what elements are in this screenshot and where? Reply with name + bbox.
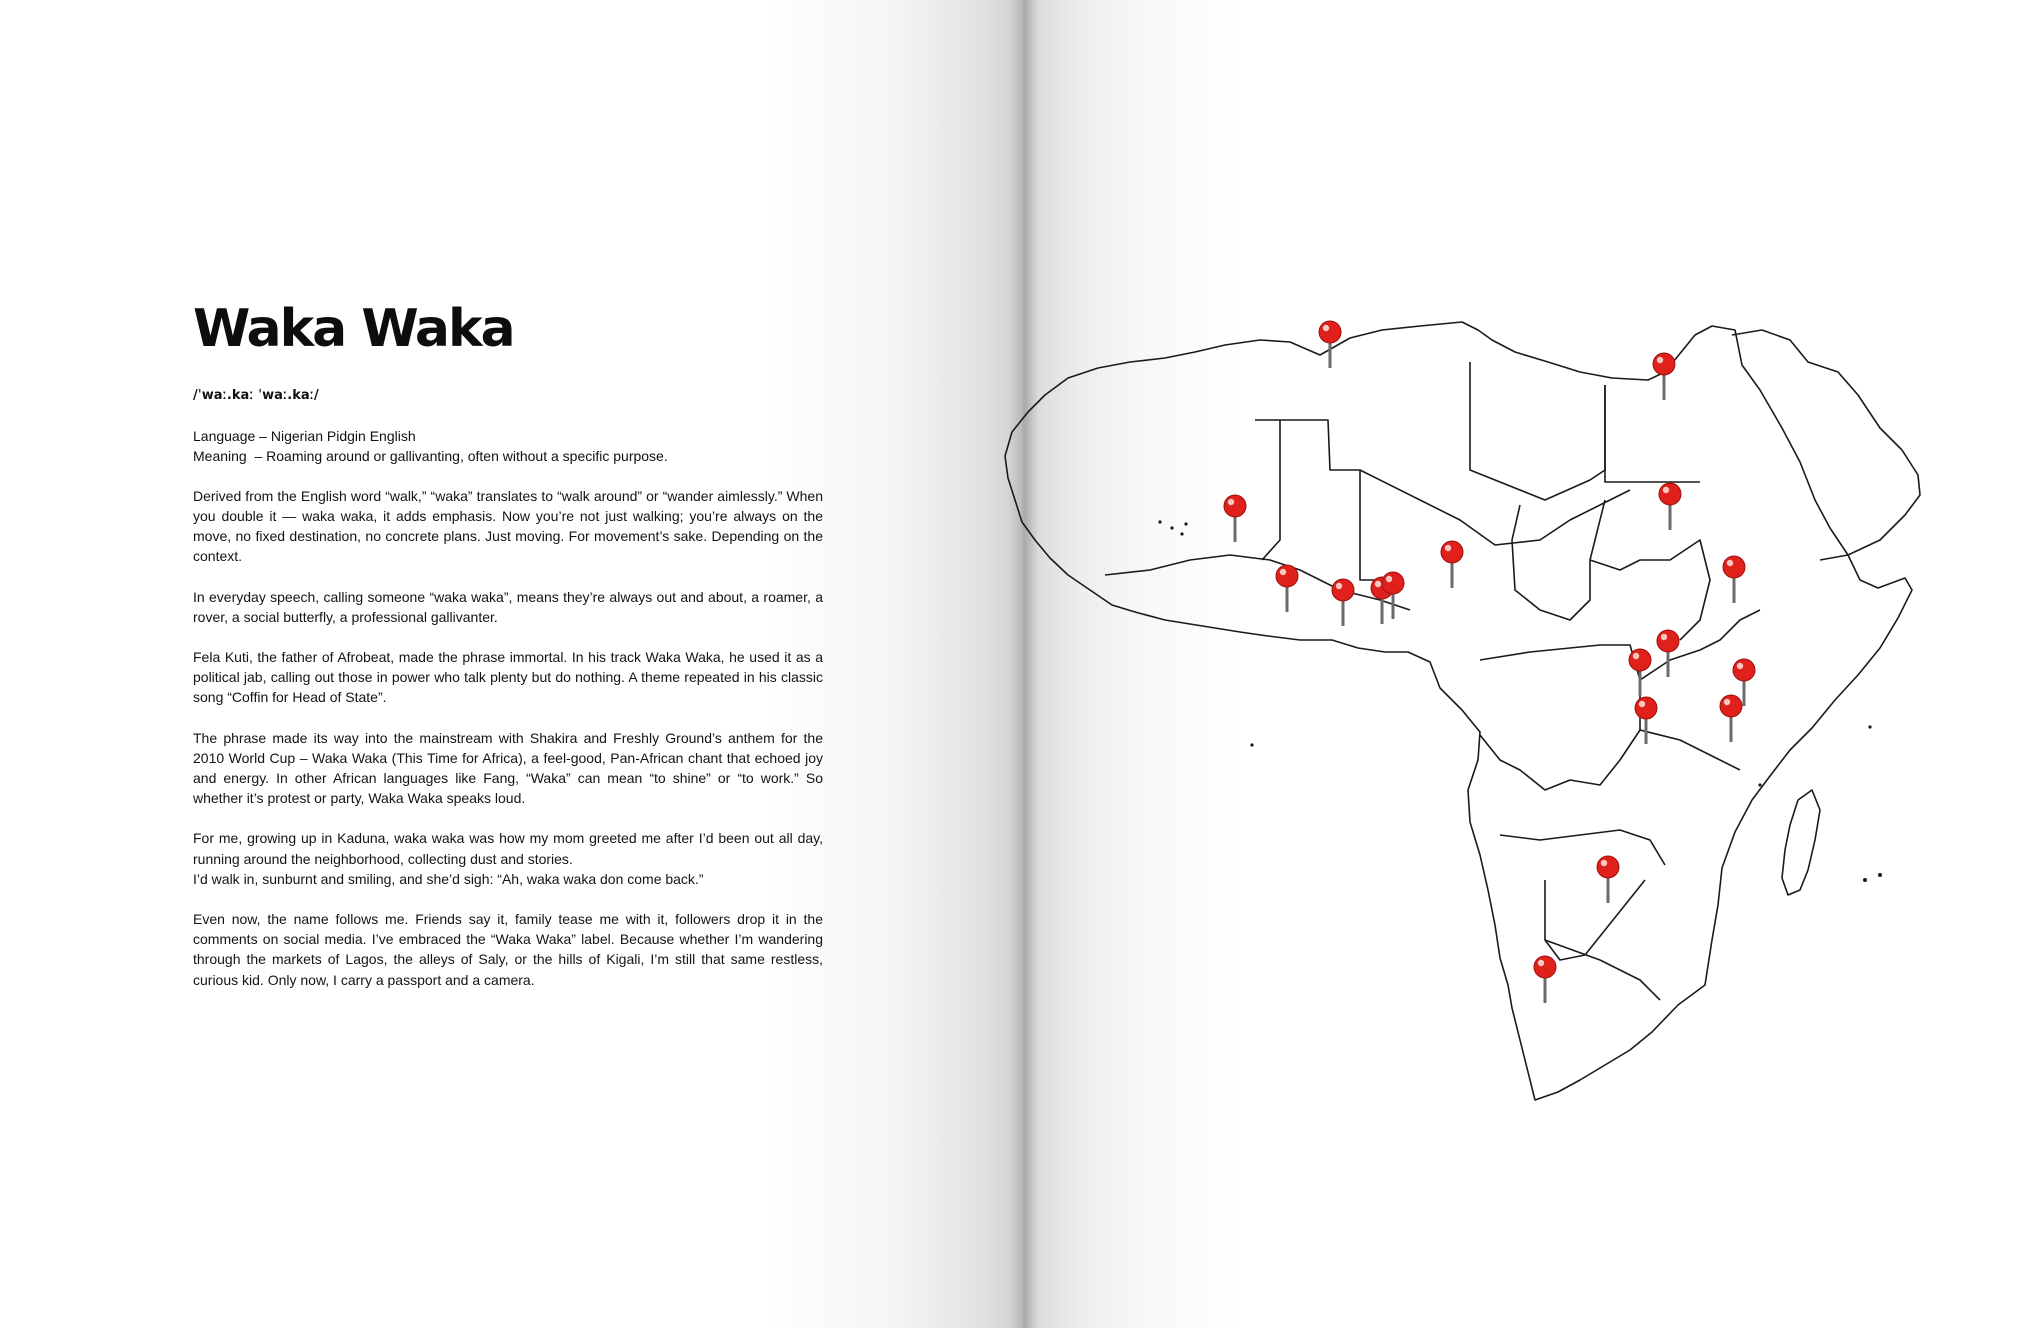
paragraph-kaduna-line-2: I’d walk in, sunburnt and smiling, and she’d sigh: “Ah, waka waka don come back.” xyxy=(193,870,704,887)
paragraph-origin: Derived from the English word “walk,” “waka” translates to “walk around” or “wander aimlessly.” When you double it — waka waka, it adds emphasis. Now you’re not just walking; you’re always on the move, no fixed destination, no concrete plans. Just moving. For movement’s sake. Depending on the context. xyxy=(193,487,823,565)
article xyxy=(193,300,823,990)
definition-meta xyxy=(193,426,823,466)
paragraph-everyday-speech: In everyday speech, calling someone “waka waka”, means they’re always out and about, a roamer, a rover, a social butterfly, a professional gallivanter. xyxy=(193,588,823,625)
pronunciation: /ˈwaː.kaː ˈwaː.kaː/ xyxy=(193,387,319,403)
paragraph-world-cup: The phrase made its way into the mainstream with Shakira and Freshly Ground’s anthem for the 2010 World Cup – Waka Waka (This Time for Africa), a feel-good, Pan-African chant that echoed joy and energy. In other African languages like Fang, “Waka” can mean “to shine” or “to work.” So whether it’s protest or party, Waka Waka speaks loud. xyxy=(193,729,823,807)
book-gutter xyxy=(1008,0,1038,1328)
page-title: Waka Waka xyxy=(193,299,514,359)
paragraph-kaduna-line-1: For me, growing up in Kaduna, waka waka was how my mom greeted me after I’d been out all day, running around the neighborhood, collecting dust and stories. xyxy=(193,830,823,867)
meaning-line: Meaning – Roaming around or gallivanting, often without a specific purpose. xyxy=(193,447,668,464)
right-page xyxy=(1022,0,2033,1328)
paragraph-fela-kuti: Fela Kuti, the father of Afrobeat, made the phrase immortal. In his track Waka Waka, he used it as a political jab, calling out those in power who talk plenty but do nothing. A theme repeated in his classic song “Coffin for Head of State”. xyxy=(193,649,823,706)
paragraph-kaduna xyxy=(193,828,823,889)
paragraph-even-now: Even now, the name follows me. Friends say it, family tease me with it, followers drop it in the comments on social media. I’ve embraced the “Waka Waka” label. Because whether I’m wandering through the markets of Lagos, the alleys of Saly, or the hills of Kigali, I’m still that same restless, curious kid. Only now, I carry a passport and a camera. xyxy=(193,911,823,988)
language-line: Language – Nigerian Pidgin English xyxy=(193,427,416,444)
